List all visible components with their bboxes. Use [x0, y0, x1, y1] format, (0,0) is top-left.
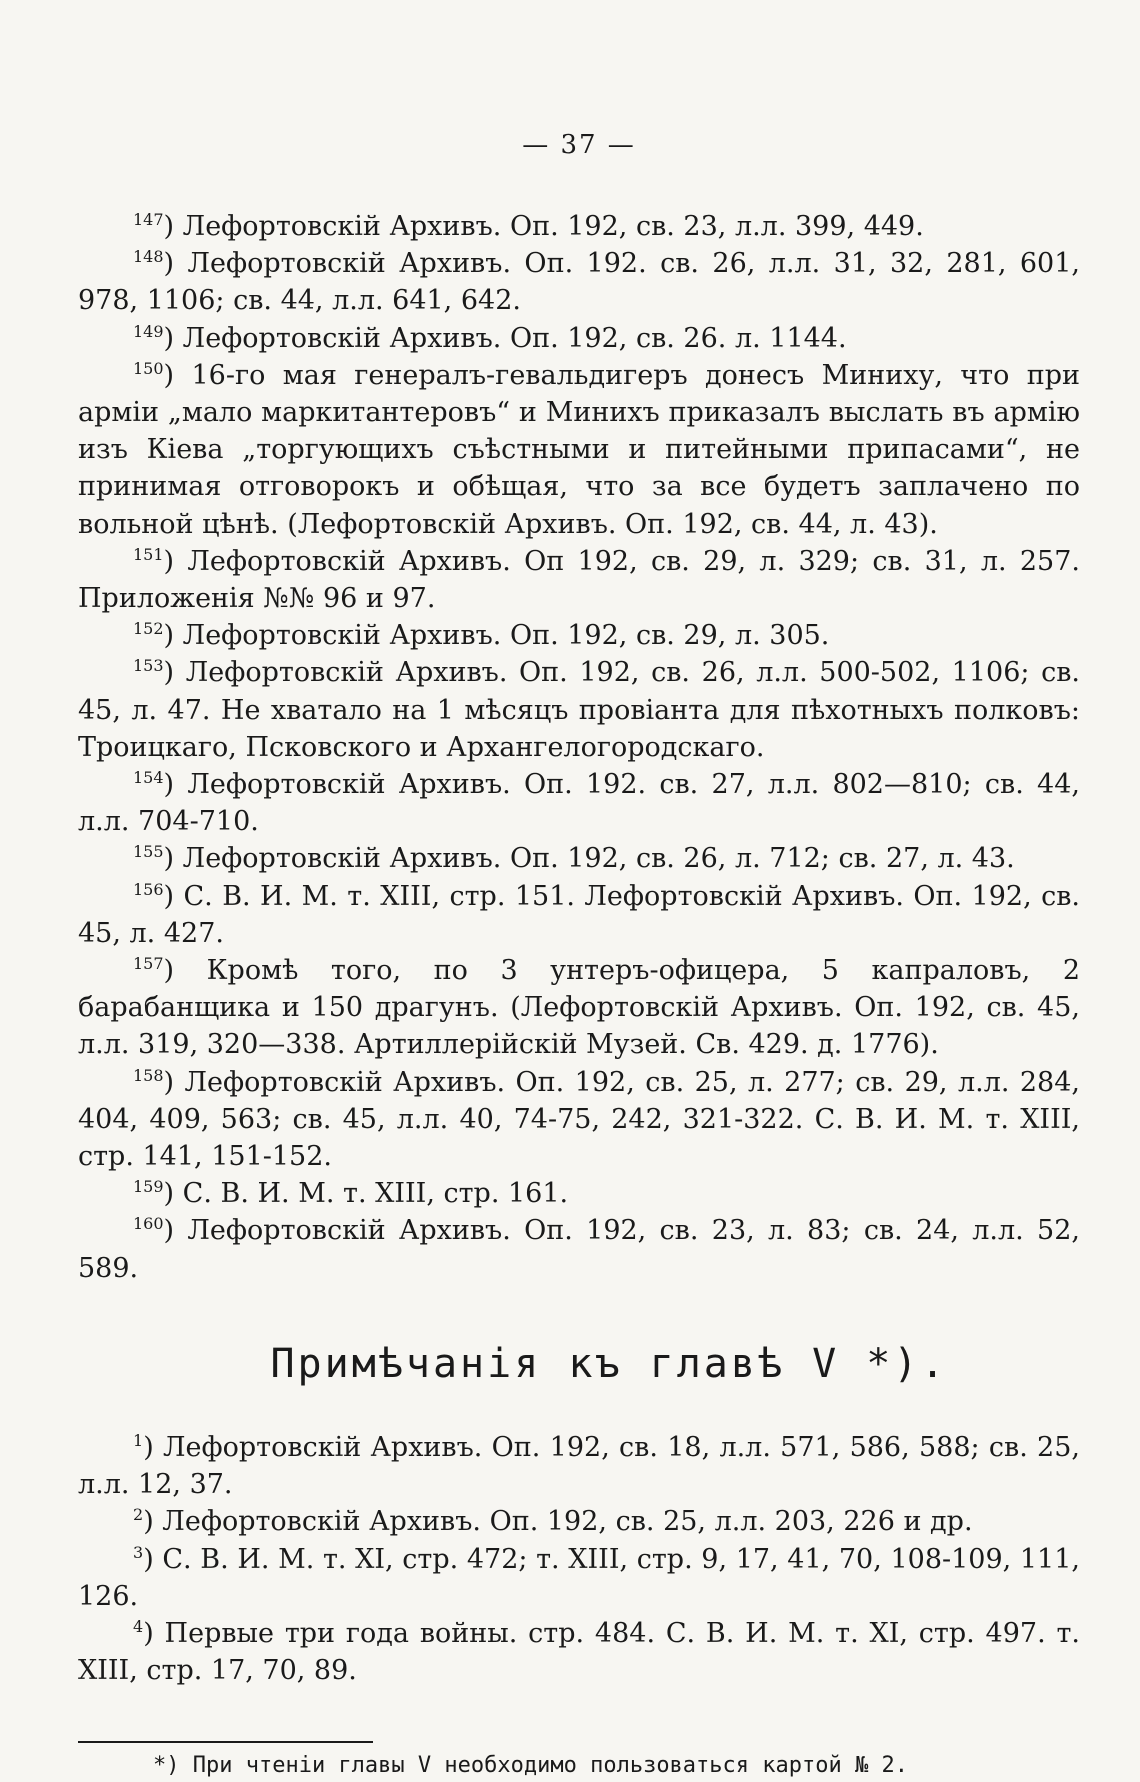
- note-number: 149: [133, 321, 164, 341]
- note-entry: [78, 840, 1080, 877]
- note-number: 159: [133, 1177, 164, 1197]
- note-entry: [78, 320, 1080, 357]
- note-text: ) Лефортовскій Архивъ. Оп. 192, св. 23, л.л. 399, 449.: [163, 211, 924, 242]
- chapter-heading: Примѣчанія къ главѣ V *).: [270, 1340, 948, 1387]
- note-text: ) Лефортовскій Архивъ. Оп. 192. св. 26, л.л. 31, 32, 281, 601, 978, 1106; св. 44, л.л. 641, 642.: [78, 248, 1080, 317]
- note-number: 158: [133, 1065, 164, 1085]
- note-entry: [78, 1615, 1080, 1689]
- footnote-divider: [78, 1741, 373, 1743]
- note-text: ) С. В. И. М. т. XIII, стр. 151. Лефортовскій Архивъ. Оп. 192, св. 45, л. 427.: [78, 880, 1080, 949]
- note-entry: [78, 1541, 1080, 1615]
- note-text: ) Лефортовскій Архивъ. Оп 192, св. 29, л. 329; св. 31, л. 257. Приложенія №№ 96 и 97.: [78, 545, 1080, 615]
- note-text: ) Лефортовскій Архивъ. Оп. 192, св. 23, л. 83; св. 24, л.л. 52, 589.: [78, 1215, 1080, 1284]
- note-number: 151: [133, 544, 164, 564]
- note-text: ) С. В. И. М. т. XI, стр. 472; т. XIII, стр. 9, 17, 41, 70, 108-109, 111, 126.: [78, 1543, 1080, 1612]
- note-number: 160: [133, 1214, 164, 1234]
- note-number: 147: [133, 210, 164, 229]
- footnote: *) При чтеніи главы V необходимо пользоваться картой № 2.: [153, 1753, 908, 1779]
- note-text: ) Лефортовскій Архивъ. Оп. 192, св. 25, л.л. 203, 226 и др.: [143, 1506, 973, 1538]
- note-number: 156: [133, 879, 164, 899]
- note-number: 4: [133, 1616, 144, 1636]
- note-number: 150: [133, 358, 164, 378]
- note-entry: [78, 617, 1080, 654]
- note-number: 1: [133, 1430, 144, 1450]
- note-number: 2: [133, 1505, 144, 1525]
- page-number: — 37 —: [522, 130, 636, 160]
- note-number: 152: [133, 619, 164, 639]
- note-text: ) 16-го мая генералъ-гевальдигеръ донесъ Миниху, что при арміи „мало маркитантеровъ“ и Минихъ приказалъ выслать въ армію изъ Кіева „торгующихъ съѣстными и питейными припасами“, не принимая отговорокъ и обѣщая, что за все будетъ заплачено по вольной цѣнѣ. (Лефортовскій Архивъ. Оп. 192, св. 44, л. 43).: [78, 359, 1080, 540]
- note-entry: [78, 208, 1080, 245]
- note-text: ) Лефортовскій Архивъ. Оп. 192, св. 26, л. 712; св. 27, л. 43.: [163, 843, 1015, 875]
- note-text: ) Лефортовскій Архивъ. Оп. 192, св. 29, л. 305.: [163, 620, 830, 652]
- note-entry: [78, 1175, 1080, 1212]
- note-number: 153: [133, 656, 164, 676]
- note-number: 157: [133, 954, 164, 974]
- notes-part1: [78, 208, 1080, 1287]
- note-text: ) С. В. И. М. т. XIII, стр. 161.: [163, 1178, 569, 1210]
- note-entry: [78, 952, 1080, 1064]
- note-number: 3: [133, 1542, 144, 1562]
- note-entry: [78, 1064, 1080, 1176]
- notes-part2: [78, 1429, 1080, 1689]
- note-text: ) Лефортовскій Архивъ. Оп. 192, св. 18, л.л. 571, 586, 588; св. 25, л.л. 12, 37.: [78, 1431, 1080, 1501]
- note-text: ) Кромѣ того, по 3 унтеръ-офицера, 5 капраловъ, 2 барабанщика и 150 драгунъ. (Лефортовскій Архивъ. Оп. 192, св. 45, л.л. 319, 320—338. Артиллерійскій Музей. Св. 429. д. 1776).: [78, 955, 1080, 1061]
- note-entry: [78, 357, 1080, 543]
- note-entry: [78, 1212, 1080, 1286]
- note-entry: [78, 543, 1080, 617]
- note-text: ) Лефортовскій Архивъ. Оп. 192, св. 26, л.л. 500-502, 1106; св. 45, л. 47. Не хватало на 1 мѣсяцъ провіанта для пѣхотныхъ полковъ: Троицкаго, Псковского и Архангелогородскаго.: [78, 657, 1080, 763]
- note-number: 155: [133, 842, 164, 862]
- note-entry: [78, 1503, 1080, 1540]
- note-number: 148: [133, 247, 164, 267]
- note-entry: [78, 1429, 1080, 1503]
- note-entry: [78, 245, 1080, 319]
- note-text: ) Лефортовскій Архивъ. Оп. 192. св. 27, л.л. 802—810; св. 44, л.л. 704-710.: [78, 769, 1080, 838]
- note-entry: [78, 878, 1080, 952]
- note-number: 154: [133, 768, 164, 788]
- note-text: ) Лефортовскій Архивъ. Оп. 192, св. 26. л. 1144.: [163, 322, 847, 354]
- note-entry: [78, 654, 1080, 766]
- note-entry: [78, 766, 1080, 840]
- note-text: ) Первые три года войны. стр. 484. С. В. И. М. т. XI, стр. 497. т. XIII, стр. 17, 70, 89.: [78, 1617, 1080, 1687]
- note-text: ) Лефортовскій Архивъ. Оп. 192, св. 25, л. 277; св. 29, л.л. 284, 404, 409, 563; св. 45, л.л. 40, 74-75, 242, 321-322. С. В. И. М. т. XIII, стр. 141, 151-152.: [78, 1066, 1080, 1173]
